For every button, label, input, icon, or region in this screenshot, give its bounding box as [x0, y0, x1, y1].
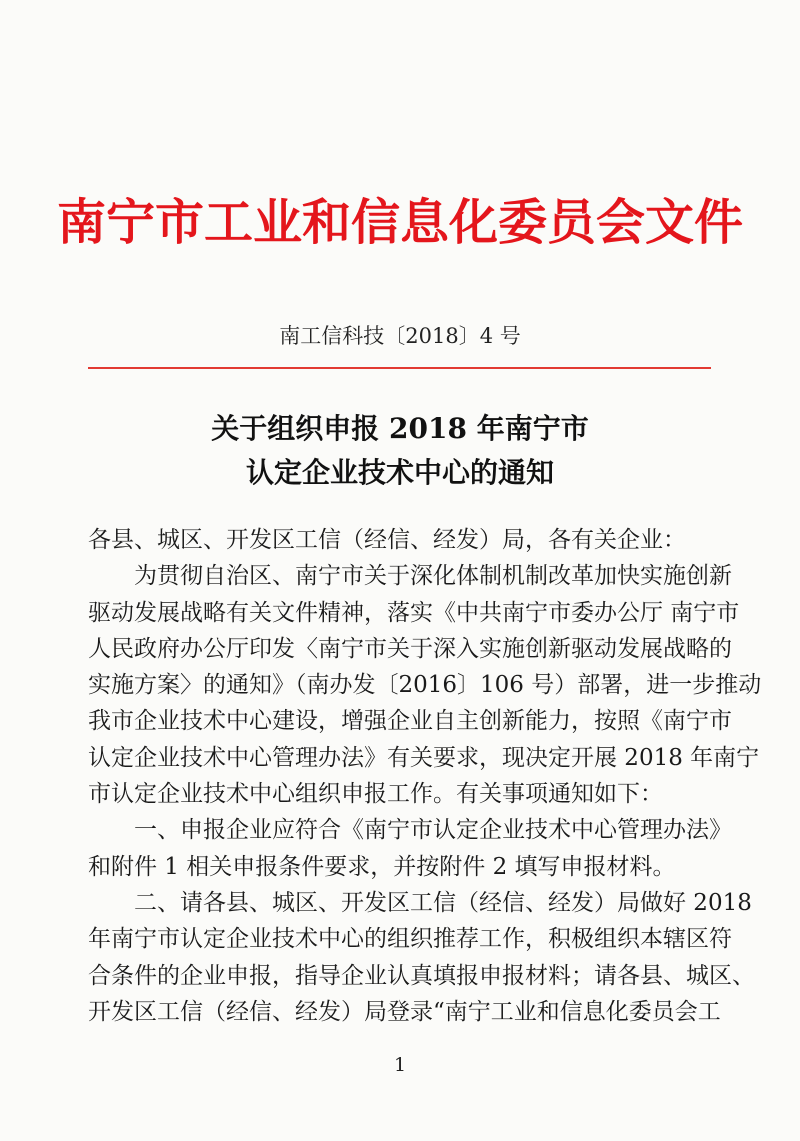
- notice-title-line-2: 认定企业技术中心的通知: [245, 456, 554, 489]
- body-line: 驱动发展战略有关文件精神，落实《中共南宁市委办公厅 南宁市: [88, 599, 740, 626]
- body-line: 人民政府办公厅印发〈南宁市关于深入实施创新驱动发展战略的: [88, 635, 732, 662]
- body-line: 我市企业技术中心建设，增强企业自主创新能力，按照《南宁市: [88, 708, 732, 735]
- document-number: 南工信科技〔2018〕4 号: [279, 324, 521, 348]
- body-line: 合条件的企业申报，指导企业认真填报申报材料；请各县、城区、: [88, 962, 755, 989]
- body-line: 实施方案〉的通知》（南办发〔2016〕106 号）部署，进一步推动: [88, 672, 762, 699]
- page-number: 1: [393, 1054, 407, 1076]
- body-line: 为贯彻自治区、南宁市关于深化体制机制改革加快实施创新: [134, 563, 732, 590]
- body-line: 开发区工信（经信、经发）局登录“南宁工业和信息化委员会工: [88, 998, 721, 1025]
- body-line: 一、申报企业应符合《南宁市认定企业技术中心管理办法》: [134, 817, 732, 844]
- salutation-line: 各县、城区、开发区工信（经信、经发）局，各有关企业：: [88, 527, 686, 553]
- notice-body: [88, 522, 762, 1030]
- notice-title-line-1: 关于组织申报 2018 年南宁市: [211, 412, 589, 445]
- body-line: 认定企业技术中心管理办法》有关要求，现决定开展 2018 年南宁: [88, 744, 760, 771]
- body-line: 市认定企业技术中心组织申报工作。有关事项通知如下：: [88, 781, 663, 808]
- body-line: 年南宁市认定企业技术中心的组织推荐工作，积极组织本辖区符: [88, 926, 732, 953]
- body-line: 和附件 1 相关申报条件要求，并按附件 2 填写申报材料。: [88, 853, 676, 880]
- issuer-header-title: 南宁市工业和信息化委员会文件: [56, 194, 743, 251]
- red-separator-line: [88, 367, 711, 369]
- notice-title: [0, 407, 800, 495]
- body-line: 二、请各县、城区、开发区工信（经信、经发）局做好 2018: [134, 889, 752, 916]
